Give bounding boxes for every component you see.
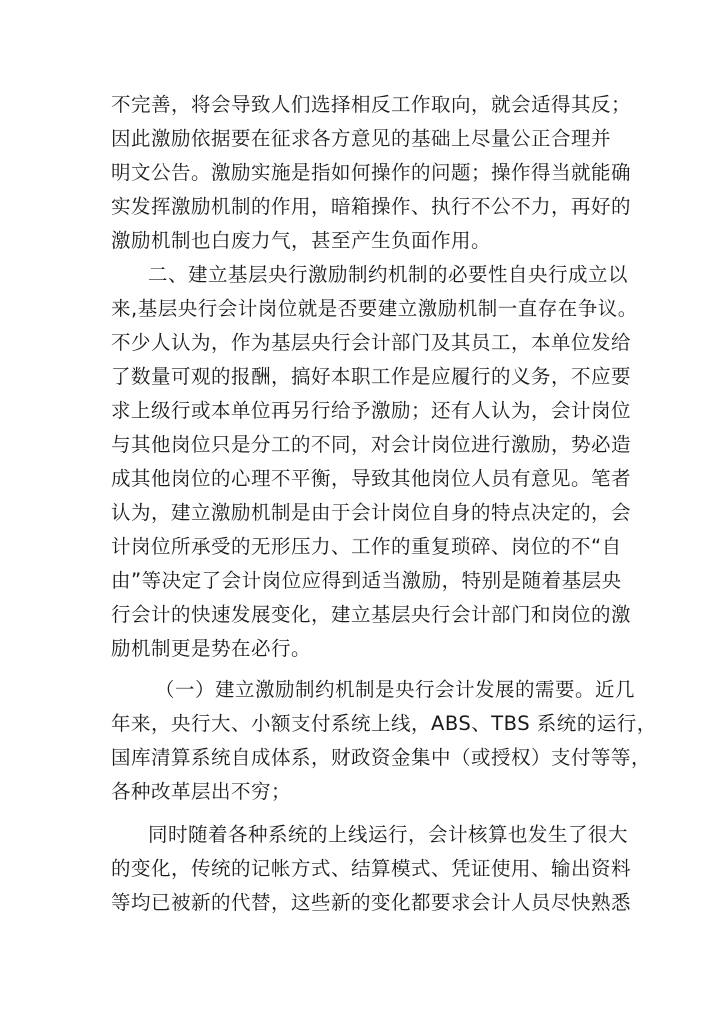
text-line: 成其他岗位的心理不平衡，导致其他岗位人员有意见。笔者 [111, 467, 632, 490]
section-heading-line: 二、建立基层央行激励制约机制的必要性自央行成立以 [148, 263, 629, 286]
text-line: 了数量可观的报酬，搞好本职工作是应履行的义务，不应要 [111, 365, 632, 388]
text-line: 不少人认为，作为基层央行会计部门及其员工，本单位发给 [111, 331, 632, 354]
text-line: 国库清算系统自成体系，财政资金集中（或授权）支付等等， [111, 746, 652, 769]
text-line: 各种改革层出不穷； [111, 780, 292, 803]
text-line: 等均已被新的代替，这些新的变化都要求会计人员尽快熟悉 [111, 891, 632, 914]
text-line: 由”等决定了会计岗位应得到适当激励，特别是随着基层央 [111, 569, 622, 592]
text-line: 励机制更是势在必行。 [111, 637, 312, 660]
paragraph-first-line: 同时随着各种系统的上线运行，会计核算也发生了很大 [148, 823, 629, 846]
text-line: 认为，建立激励机制是由于会计岗位自身的特点决定的，会 [111, 501, 632, 524]
text-line: 实发挥激励机制的作用，暗箱操作、执行不公不力，再好的 [111, 195, 632, 218]
subsection-heading-line: （一）建立激励制约机制是央行会计发展的需要。近几 [155, 678, 636, 701]
text-line: 的变化，传统的记帐方式、结算模式、凭证使用、输出资料 [111, 857, 632, 880]
text-line: 明文公告。激励实施是指如何操作的问题；操作得当就能确 [111, 161, 632, 184]
text-line: 因此激励依据要在征求各方意见的基础上尽量公正合理并 [111, 127, 612, 150]
text-line: 年来，央行大、小额支付系统上线，ABS、TBS 系统的运行， [111, 712, 657, 735]
text-line: 不完善，将会导致人们选择相反工作取向，就会适得其反； [111, 93, 632, 116]
text-line: 来,基层央行会计岗位就是否要建立激励机制一直存在争议。 [111, 297, 638, 320]
text-line: 与其他岗位只是分工的不同，对会计岗位进行激励，势必造 [111, 433, 632, 456]
text-line: 计岗位所承受的无形压力、工作的重复琐碎、岗位的不“自 [111, 535, 622, 558]
text-line: 激励机制也白废力气，甚至产生负面作用。 [111, 229, 492, 252]
text-line: 行会计的快速发展变化，建立基层央行会计部门和岗位的激 [111, 603, 632, 626]
text-line: 求上级行或本单位再另行给予激励；还有人认为，会计岗位 [111, 399, 632, 422]
